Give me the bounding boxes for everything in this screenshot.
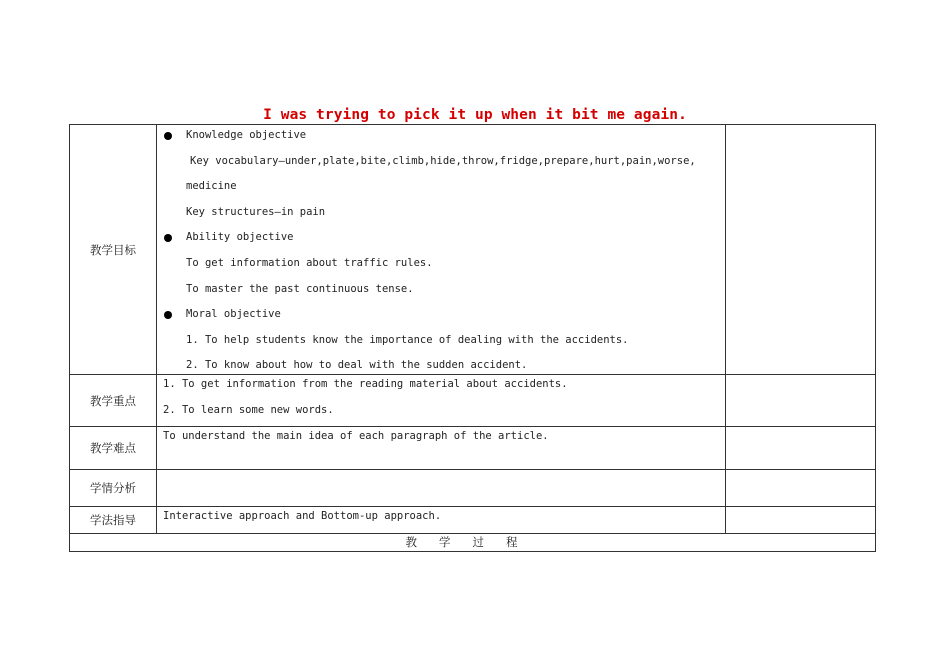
ability-item-2: To master the past continuous tense. — [186, 282, 414, 295]
difficulties-content — [157, 427, 726, 470]
row-label-difficulties: 教学难点 — [70, 427, 157, 470]
moral-item-2: 2. To know about how to deal with the sudden accident. — [186, 359, 528, 372]
table-row-student-analysis — [70, 470, 876, 507]
moral-item-1: 1. To help students know the importance of dealing with the accidents. — [186, 333, 629, 346]
notes-cell-objectives — [726, 125, 876, 375]
notes-cell-student-analysis — [726, 470, 876, 507]
vocab-line-1: Key vocabulary—under,plate,bite,climb,hide,throw,fridge,prepare,hurt,pain,worse, — [190, 154, 696, 167]
vocab-line-2: medicine — [186, 180, 237, 193]
row-label-method: 学法指导 — [70, 507, 157, 534]
table-row-difficulties — [70, 427, 876, 470]
table-row-method — [70, 507, 876, 534]
table-row-objectives — [70, 125, 876, 375]
key-point-2: 2. To learn some new words. — [163, 403, 334, 416]
row-label-key-points: 教学重点 — [70, 375, 157, 427]
method-content — [157, 507, 726, 534]
bullet-icon — [164, 132, 172, 140]
ability-objective-heading: Ability objective — [163, 228, 725, 254]
student-analysis-content — [157, 470, 726, 507]
key-structures: Key structures—in pain — [186, 205, 326, 218]
process-heading: 教学过程 — [70, 534, 876, 552]
method-text: Interactive approach and Bottom-up approach. — [163, 510, 442, 523]
table-row-key-points — [70, 375, 876, 427]
notes-cell-method — [726, 507, 876, 534]
table-row-process-heading — [70, 534, 876, 552]
row-label-student-analysis: 学情分析 — [70, 470, 157, 507]
document-title: I was trying to pick it up when it bit me again. — [263, 107, 687, 123]
key-point-1: 1. To get information from the reading material about accidents. — [163, 378, 568, 391]
bullet-icon — [164, 311, 172, 319]
bullet-icon — [164, 234, 172, 242]
lesson-plan-table — [69, 124, 876, 552]
ability-item-1: To get information about traffic rules. — [186, 256, 433, 269]
key-points-content — [157, 375, 726, 427]
notes-cell-difficulties — [726, 427, 876, 470]
moral-objective-heading: Moral objective — [163, 305, 725, 331]
row-label-objectives: 教学目标 — [70, 125, 157, 375]
notes-cell-key-points — [726, 375, 876, 427]
knowledge-objective-heading: Knowledge objective — [163, 126, 725, 152]
difficulty-text: To understand the main idea of each paragraph of the article. — [163, 430, 549, 443]
objectives-content — [157, 125, 726, 375]
